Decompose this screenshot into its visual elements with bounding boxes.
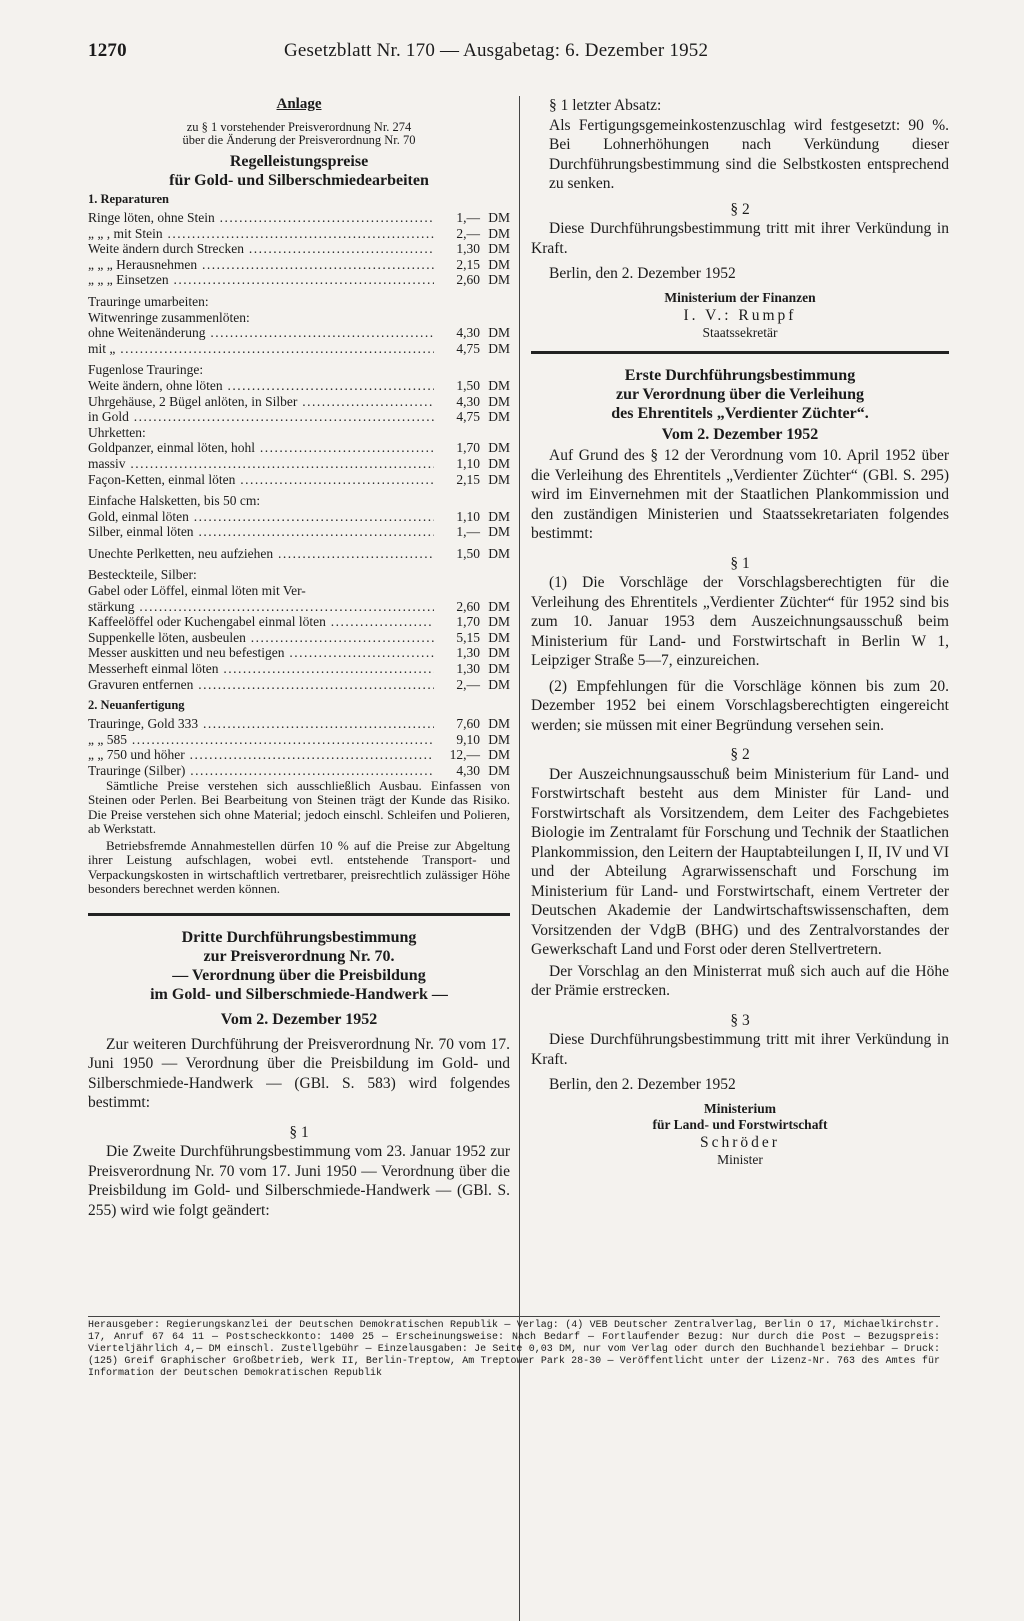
price-row-value: 5,15	[456, 629, 480, 645]
dritte-title-line-3: — Verordnung über die Preisbildung	[172, 966, 426, 984]
erste-section-1: § 1	[730, 554, 750, 572]
price-row-description: „ „ , mit Stein .....	[88, 226, 434, 242]
dritte-title	[88, 928, 510, 1004]
price-row	[88, 325, 510, 341]
price-row-unit: DM	[488, 763, 510, 778]
price-row	[88, 226, 510, 242]
erste-date: Vom 2. Dezember 1952	[661, 426, 819, 443]
price-list-f	[88, 546, 510, 562]
price-row-unit: DM	[488, 676, 510, 692]
price-row-value: 9,10	[456, 731, 480, 747]
price-row-unit: DM	[488, 629, 510, 645]
berlin-date-2: Berlin, den 2. Dezember 1952	[549, 1076, 736, 1093]
price-row-unit: DM	[488, 241, 510, 257]
imprint-footer: Herausgeber: Regierungskanzlei der Deutschen Demokratischen Republik — Verlag: (4) VEB Deutscher Zentralverlag, Berlin O 17, Michaelkirchstr. 17, Anruf 67 64 11 — Postscheckkonto: 1400 25 — Erscheinungsweise: Nach Bedarf — Fortlaufender Bezug: Nur durch die Post — Bezugspreis: Vierteljährlich 4,— DM einschl. Zustellgebühr — Einzelausgaben: Je Seite 0,03 DM, nur vom Verlag oder durch den Buchhandel beziehbar — Druck: (125) Greif Graphischer Großbetrieb, Werk II, Berlin-Treptow, Am Treptower Park 28-30 — Veröffentlicht unter der Lizenz-Nr. 763 des Amtes für Information der Deutschen Demokratischen Republik	[88, 1320, 940, 1379]
section-reparaturen: 1. Reparaturen	[88, 192, 170, 206]
group-witwenringe: Witwenringe zusammenlöten:	[88, 309, 250, 325]
page-header	[88, 40, 948, 70]
regel-title-line-2: für Gold- und Silberschmiedearbeiten	[169, 172, 429, 189]
price-row-value: 1,30	[456, 241, 480, 257]
price-row-unit: DM	[488, 747, 510, 763]
regel-title-line-1: Regelleistungspreise	[229, 153, 369, 170]
price-row-description: stärkung .....	[88, 599, 434, 615]
signature-schroeder: Schröder	[700, 1133, 780, 1151]
erste-section-2-p1: Der Auszeichnungsausschuß beim Ministerium für Land- und Forstwirtschaft besteht aus dem Minister für Land- und Forstwirtschaft als Vorsitzendem, dem Leiter des Fachgebietes Biologie im Zentralamt für Forschung und Technik der Staatlichen Plankommission, den Leitern der Hauptabteilungen I, II, IV und VI und der Abteilung Agrarwissenschaft und Forschung im Ministerium für Land- und Forstwirtschaft, einem Vertreter der Deutschen Akademie der Landwirtschaftswissenschaften, dem Vorsitzenden der VdgB (BHG) und des Zentralvorstandes der Gewerkschaft Land und Forst oder deren Stellvertretern.	[531, 765, 949, 958]
price-list-e	[88, 509, 510, 540]
price-row-unit: DM	[488, 272, 510, 288]
price-row-description: Messerheft einmal löten .....	[88, 661, 434, 677]
s2-heading: § 2	[730, 200, 750, 218]
price-list-h	[88, 716, 510, 778]
price-row	[88, 614, 510, 630]
price-row-unit: DM	[488, 210, 510, 225]
price-row-description: Uhrgehäuse, 2 Bügel anlöten, in Silber .....	[88, 394, 434, 410]
price-row-description: ohne Weitenänderung .....	[88, 325, 434, 341]
price-row-value: 2,60	[456, 272, 480, 288]
gabel-line: Gabel oder Löffel, einmal löten mit Ver-	[88, 583, 306, 599]
price-row-description: „ „ „ Einsetzen .....	[88, 272, 434, 288]
price-row-unit: DM	[488, 716, 510, 732]
erste-title-line-1: Erste Durchführungsbestimmung	[624, 367, 856, 384]
s1-heading: § 1 letzter Absatz:	[549, 97, 662, 114]
price-row-value: 2,—	[456, 676, 480, 692]
price-row-value: 1,10	[456, 455, 480, 471]
erste-section-1-p1: (1) Die Vorschläge der Vorschlagsberechtigten für die Verleihung des Ehrentitels „Verdienter Züchter“ für 1952 sind bis zum 10. Januar 1953 dem Auszeichnungsausschuß beim Ministerium für Land- und Forstwirtschaft in Berlin W 1, Leipziger Straße 5—7, einzureichen.	[531, 574, 949, 669]
price-row-value: 1,30	[456, 645, 480, 661]
price-row	[88, 440, 510, 456]
price-row-value: 4,30	[456, 393, 480, 409]
price-list-g	[88, 599, 510, 693]
anlage-title: Anlage	[276, 96, 322, 112]
price-row	[88, 747, 510, 763]
s1-text: Als Fertigungsgemeinkostenzuschlag wird festgesetzt: 90 %. Bei Lohnerhöhungen nach Verkündung dieser Durchführungsbestimmung sind die Selbstkosten entsprechend zu senken.	[549, 116, 949, 192]
price-row-value: 2,60	[456, 598, 480, 614]
price-row-description: mit „ .....	[88, 341, 434, 357]
right-column	[531, 96, 949, 1168]
s2-text: Diese Durchführungsbestimmung tritt mit ihrer Verkündung in Kraft.	[531, 220, 949, 257]
ministry-finanzen: Ministerium der Finanzen	[664, 289, 816, 305]
price-row-value: 1,70	[456, 440, 480, 456]
price-row	[88, 409, 510, 425]
price-row	[88, 210, 510, 226]
erste-title	[531, 366, 949, 423]
price-row-value: 2,15	[456, 471, 480, 487]
price-row	[88, 763, 510, 779]
group-fugenlose: Fugenlose Trauringe:	[88, 362, 204, 378]
dritte-title-line-1: Dritte Durchführungsbestimmung	[181, 928, 417, 946]
price-row-unit: DM	[488, 545, 510, 561]
price-list-a	[88, 210, 510, 288]
price-row-value: 1,50	[456, 545, 480, 561]
erste-section-3-text: Diese Durchführungsbestimmung tritt mit ihrer Verkündung in Kraft.	[531, 1031, 949, 1068]
price-row-description: Trauringe (Silber) .....	[88, 763, 434, 779]
dritte-title-line-2: zur Preisverordnung Nr. 70.	[203, 947, 395, 965]
price-row-value: 1,—	[456, 210, 480, 225]
price-row-value: 12,—	[449, 747, 480, 763]
note-preise: Sämtliche Preise verstehen sich ausschließlich Ausbau. Einfassen von Steinen oder Perlen. Bei Bearbeitung von Steinen trägt der Kunde das Risiko. Die Preise verstehen sich ohne Material; jedoch einschl. Schleifen und Polieren, ab Werkstatt.	[88, 777, 510, 837]
price-row-description: Ringe löten, ohne Stein .....	[88, 210, 434, 226]
signature-rumpf: I. V.: Rumpf	[683, 306, 797, 324]
page-number: 1270	[88, 40, 127, 61]
erste-title-line-3: des Ehrentitels „Verdienter Züchter“.	[611, 405, 869, 422]
footer-rule	[88, 1316, 940, 1317]
price-row-unit: DM	[488, 598, 510, 614]
dritte-intro: Zur weiteren Durchführung der Preisverordnung Nr. 70 vom 17. Juni 1950 — Verordnung über die Preisbildung im Gold- und Silberschmiede-Handwerk — (GBl. S. 583) wird folgendes bestimmt:	[88, 1035, 510, 1112]
price-row-value: 1,30	[456, 661, 480, 677]
erste-section-2: § 2	[730, 746, 750, 763]
section-rule-right	[531, 351, 949, 354]
erste-section-3: § 3	[730, 1011, 750, 1029]
ministry-land-forst-line-2: für Land- und Forstwirtschaft	[652, 1116, 828, 1132]
price-row-description: Façon-Ketten, einmal löten .....	[88, 472, 434, 488]
price-row	[88, 546, 510, 562]
price-row	[88, 378, 510, 394]
price-row	[88, 241, 510, 257]
regel-title	[88, 152, 510, 190]
anlage-line-1: zu § 1 vorstehender Preisverordnung Nr. 274	[186, 120, 412, 134]
price-row-unit: DM	[488, 524, 510, 540]
dritte-section-1-text: Die Zweite Durchführungsbestimmung vom 23. Januar 1952 zur Preisverordnung Nr. 70 vom 17. Juni 1950 — Verordnung über die Preisbildung im Gold- und Silberschmiede-Handwerk — (GBl. S. 255) wird wie folgt geändert:	[88, 1143, 510, 1219]
group-besteck: Besteckteile, Silber:	[88, 567, 197, 583]
section-neuanfertigung: 2. Neuanfertigung	[88, 698, 185, 713]
price-row	[88, 716, 510, 732]
price-row-description: „ „ 750 und höher .....	[88, 747, 434, 763]
dritte-section-1: § 1	[289, 1123, 309, 1141]
price-row-value: 4,30	[456, 325, 480, 341]
price-row-description: „ „ 585 .....	[88, 732, 434, 748]
price-row	[88, 509, 510, 525]
price-row-value: 4,75	[456, 409, 480, 425]
price-row-unit: DM	[488, 393, 510, 409]
price-row-value: 2,—	[456, 225, 480, 241]
price-row-description: in Gold .....	[88, 409, 434, 425]
price-row	[88, 257, 510, 273]
price-row	[88, 677, 510, 693]
price-row	[88, 599, 510, 615]
price-row-unit: DM	[488, 508, 510, 524]
price-row	[88, 341, 510, 357]
erste-title-line-2: zur Verordnung über die Verleihung	[615, 386, 865, 403]
price-row	[88, 630, 510, 646]
price-row-description: Silber, einmal löten .....	[88, 524, 434, 540]
price-row-description: Trauringe, Gold 333 .....	[88, 716, 434, 732]
price-list-d	[88, 440, 510, 487]
price-row-unit: DM	[488, 409, 510, 425]
dritte-date: Vom 2. Dezember 1952	[220, 1010, 378, 1028]
group-uhrketten: Uhrketten:	[88, 424, 146, 440]
price-row-description: massiv .....	[88, 456, 434, 472]
price-row-description: Unechte Perlketten, neu aufziehen .....	[88, 546, 434, 562]
group-halsketten: Einfache Halsketten, bis 50 cm:	[88, 493, 261, 509]
price-row-unit: DM	[488, 645, 510, 661]
price-row-value: 1,10	[456, 508, 480, 524]
price-row-unit: DM	[488, 614, 510, 630]
price-row-unit: DM	[488, 440, 510, 456]
price-row-description: „ „ „ Herausnehmen .....	[88, 257, 434, 273]
price-row-description: Goldpanzer, einmal löten, hohl .....	[88, 440, 434, 456]
section-rule-left	[88, 913, 510, 916]
role-staatssekretaer: Staatssekretär	[702, 325, 778, 340]
price-list-b	[88, 325, 510, 356]
berlin-date-1: Berlin, den 2. Dezember 1952	[549, 265, 736, 282]
note-annahmestellen: Betriebsfremde Annahmestellen dürfen 10 % auf die Preise zur Abgeltung ihrer Leistung aufschlagen, wobei evtl. entstehende Transport- und Verpackungskosten in wirtschaftlich vertretbarer, preisrechtlich zulässiger Höhe besonders berechnet werden können.	[88, 837, 510, 897]
erste-section-1-p2: (2) Empfehlungen für die Vorschläge können bis zum 20. Dezember 1952 bei einem Vorschlagsberechtigten eingereicht werden; sie müssen mit einer Begründung versehen sein.	[531, 677, 949, 734]
price-row-unit: DM	[488, 256, 510, 272]
price-row	[88, 472, 510, 488]
price-row-description: Kaffeelöffel oder Kuchengabel einmal löten .....	[88, 614, 434, 630]
price-row-value: 4,75	[456, 340, 480, 356]
price-row-value: 1,—	[456, 524, 480, 540]
anlage-line-2: über die Änderung der Preisverordnung Nr. 70	[182, 133, 416, 147]
price-row-description: Weite ändern durch Strecken .....	[88, 241, 434, 257]
price-row-unit: DM	[488, 225, 510, 241]
price-row-unit: DM	[488, 661, 510, 677]
price-row	[88, 661, 510, 677]
price-row-description: Gold, einmal löten .....	[88, 509, 434, 525]
price-row-value: 4,30	[456, 763, 480, 778]
price-row-value: 2,15	[456, 256, 480, 272]
column-divider	[519, 96, 520, 1621]
price-row-description: Gravuren entfernen .....	[88, 677, 434, 693]
dritte-title-line-4: im Gold- und Silberschmiede-Handwerk —	[150, 985, 448, 1003]
price-row	[88, 732, 510, 748]
price-row-value: 7,60	[456, 716, 480, 732]
price-row-unit: DM	[488, 731, 510, 747]
running-title: Gesetzblatt Nr. 170 — Ausgabetag: 6. Dezember 1952	[284, 40, 709, 61]
group-trauringe: Trauringe umarbeiten:	[88, 293, 209, 309]
price-row-unit: DM	[488, 325, 510, 341]
role-minister: Minister	[717, 1152, 763, 1167]
left-column	[88, 96, 510, 1220]
price-row	[88, 394, 510, 410]
price-row-value: 1,70	[456, 614, 480, 630]
price-row	[88, 272, 510, 288]
ministry-land-forst	[531, 1101, 949, 1133]
erste-section-2-p2: Der Vorschlag an den Ministerrat muß sich auch auf die Höhe der Prämie erstrecken.	[531, 962, 949, 999]
price-row-unit: DM	[488, 340, 510, 356]
erste-intro: Auf Grund des § 12 der Verordnung vom 10. April 1952 über die Verleihung des Ehrentitels „Verdienter Züchter“ (GBl. S. 295) wird im Einvernehmen mit der Staatlichen Plankommission und den zuständigen Ministerien und Staatssekretariaten folgendes bestimmt:	[531, 447, 949, 542]
price-row	[88, 524, 510, 540]
price-row-unit: DM	[488, 455, 510, 471]
price-row-unit: DM	[488, 471, 510, 487]
price-row-unit: DM	[488, 377, 510, 393]
price-row	[88, 645, 510, 661]
ministry-land-forst-line-1: Ministerium	[704, 1100, 776, 1116]
price-row-description: Messer auskitten und neu befestigen .....	[88, 645, 434, 661]
price-row-description: Weite ändern, ohne löten .....	[88, 378, 434, 394]
price-list-c	[88, 378, 510, 425]
price-row-description: Suppenkelle löten, ausbeulen .....	[88, 630, 434, 646]
price-row	[88, 456, 510, 472]
price-row-value: 1,50	[456, 377, 480, 393]
